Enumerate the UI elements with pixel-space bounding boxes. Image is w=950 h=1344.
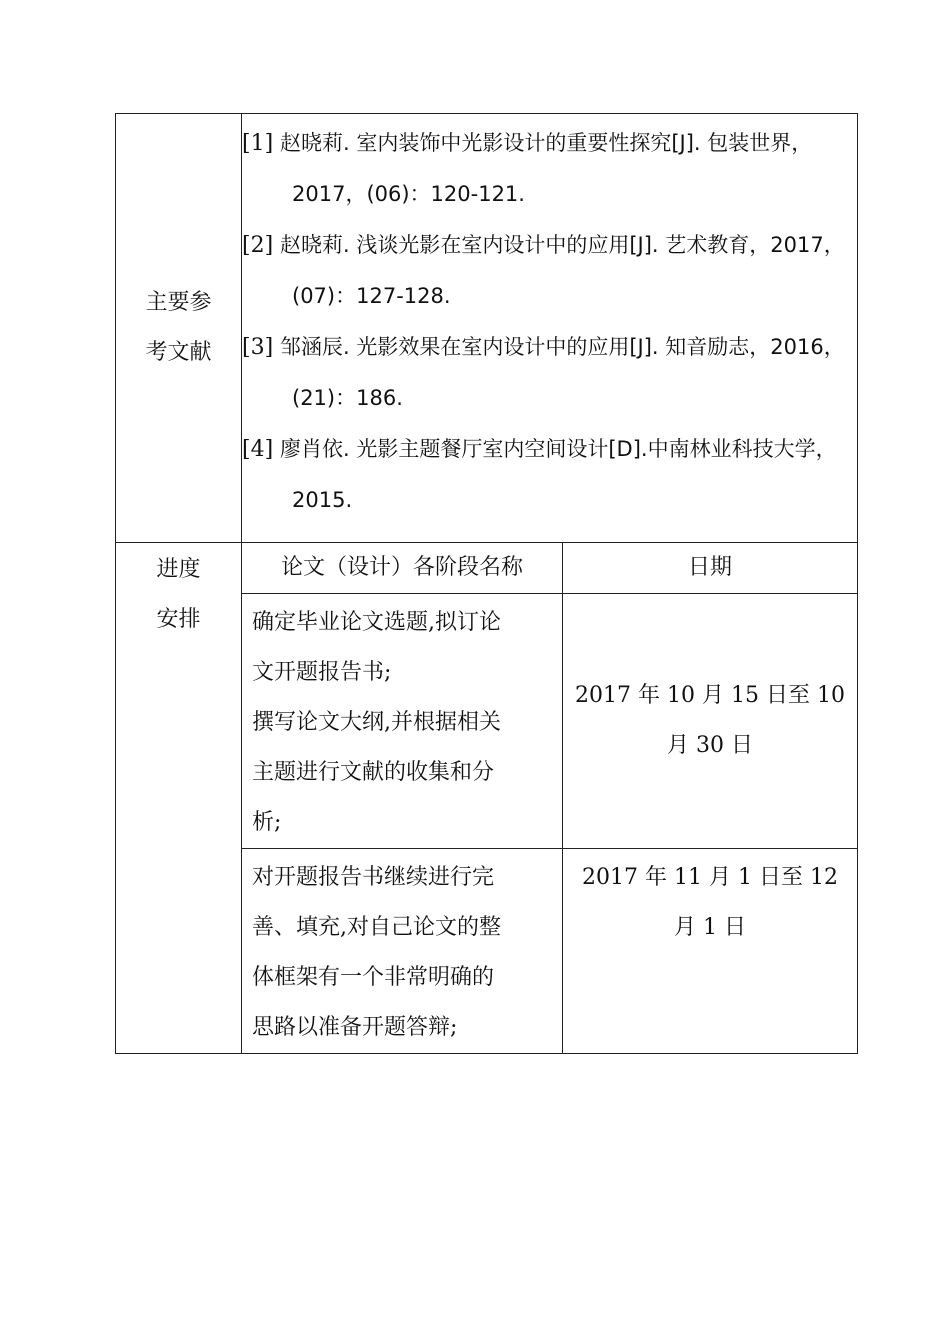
reference-item: [242, 118, 849, 220]
references-label-line-1: 主要参: [145, 290, 212, 315]
reference-text: 赵晓莉. 浅谈光影在室内设计中的应用[J]. 艺术教育，2017，(07)：127-128.: [280, 233, 845, 308]
date-text-line: 月 30 日: [667, 733, 753, 758]
reference-number: [3]: [242, 335, 274, 360]
stage-text-line: 确定毕业论文选题,拟订论: [252, 610, 501, 635]
date-text-line: 月 1 日: [674, 915, 746, 940]
stage-text-line: 撰写论文大纲,并根据相关: [252, 710, 501, 735]
reference-text: 邹涵辰. 光影效果在室内设计中的应用[J]. 知音励志，2016，(21)：186.: [280, 335, 845, 410]
references-label-line-2: 考文献: [145, 340, 212, 365]
references-row: [116, 114, 858, 543]
reference-item: [242, 220, 849, 322]
date-header: 日期: [563, 543, 858, 594]
references-list: [242, 114, 858, 543]
reference-number: [1]: [242, 131, 274, 156]
stage-name-header: 论文（设计）各阶段名称: [242, 543, 563, 594]
references-label-cell: [116, 114, 242, 543]
stage-text-line: 主题进行文献的收集和分: [252, 760, 495, 785]
reference-number: [2]: [242, 233, 274, 258]
date-cell: [563, 849, 858, 1054]
reference-text: 赵晓莉. 室内装饰中光影设计的重要性探究[J]. 包装世界，2017，(06)：120-121.: [280, 131, 813, 206]
reference-item: [242, 424, 849, 526]
reference-item: [242, 322, 849, 424]
stage-text-line: 对开题报告书继续进行完: [252, 865, 495, 890]
reference-number: [4]: [242, 437, 274, 462]
stage-cell: [242, 594, 563, 849]
schedule-label-line-2: 安排: [156, 607, 201, 632]
date-text-line: 2017 年 10 月 15 日至 10: [575, 683, 845, 708]
schedule-label-cell: [116, 543, 242, 1054]
schedule-label-line-1: 进度: [156, 557, 201, 582]
stage-text-line: 析;: [252, 810, 282, 835]
stage-text-line: 文开题报告书;: [252, 660, 392, 685]
date-text-line: 2017 年 11 月 1 日至 12: [582, 865, 838, 890]
stage-text-line: 思路以准备开题答辩;: [252, 1015, 458, 1040]
proposal-table: [115, 113, 858, 1054]
date-cell: [563, 594, 858, 849]
stage-cell: [242, 849, 563, 1054]
reference-text: 廖肖依. 光影主题餐厅室内空间设计[D].中南林业科技大学，2015.: [280, 437, 837, 512]
stage-text-line: 善、填充,对自己论文的整: [252, 915, 501, 940]
stage-text-line: 体框架有一个非常明确的: [252, 965, 495, 990]
schedule-header-row: [116, 543, 858, 594]
